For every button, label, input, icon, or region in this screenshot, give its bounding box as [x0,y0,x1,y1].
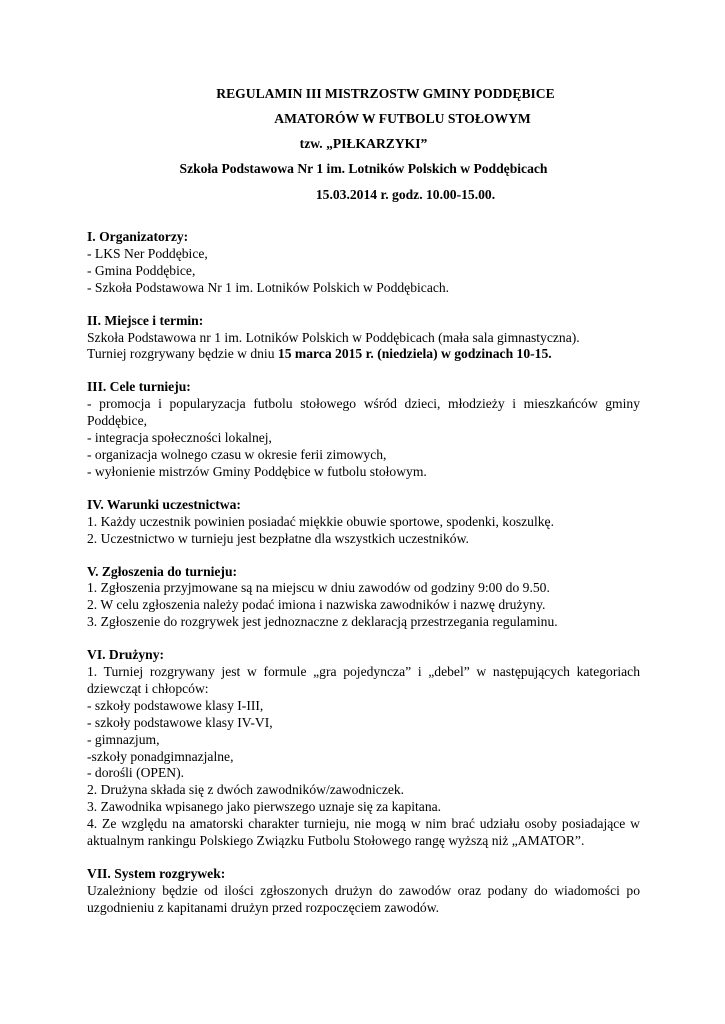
category-item: - szkoły podstawowe klasy I-III, [87,697,264,713]
document-title: REGULAMIN III MISTRZOSTW GMINY PODDĘBICE [216,86,555,101]
list-item: 3. Zawodnika wpisanego jako pierwszego uznaje się za kapitana. [87,799,442,815]
section-title: II. Miejsce i termin: [87,312,204,328]
list-item: - wyłonienie mistrzów Gminy Poddębice w futbolu stołowym. [87,463,427,479]
section-title: VII. System rozgrywek: [87,866,226,881]
document-nickname: tzw. „PIŁKARZYKI” [299,136,428,151]
date-text-bold: 15 marca 2015 r. (niedziela) w godzinach 10-15. [277,346,552,362]
list-item: 4. Ze względu na amatorski charakter turnieju, nie mogą w nim brać udziału osoby posiadające w aktualnym rankingu Polskiego Związku Futbolu Stołowego rangę wyższą niż „AMATOR”. [87,816,640,849]
category-item: - gimnazjum, [87,731,160,747]
category-item: - szkoły podstawowe klasy IV-VI, [87,714,273,730]
section-title: VI. Drużyny: [87,647,165,663]
section-title: I. Organizatorzy: [87,229,189,244]
section-teams [87,647,640,850]
list-item: 1. Każdy uczestnik powinien posiadać miękkie obuwie sportowe, spodenki, koszulkę. [87,513,554,529]
list-item: - integracja społeczności lokalnej, [87,430,272,446]
section-registration [87,564,640,632]
section-title: IV. Warunki uczestnictwa: [87,496,241,512]
section-organizers [87,229,640,297]
category-item: - dorośli (OPEN). [87,765,185,781]
paragraph: Uzależniony będzie od ilości zgłoszonych drużyn do zawodów oraz podany do wiadomości po uzgodnieniu z kapitanami drużyn przed rozpoczęciem zawodów. [87,882,640,915]
list-item: - Gmina Poddębice, [87,262,196,278]
list-item: - LKS Ner Poddębice, [87,245,208,261]
list-item: 2. W celu zgłoszenia należy podać imiona i nazwiska zawodników i nazwę drużyny. [87,597,546,613]
section-title: III. Cele turnieju: [87,379,191,395]
list-item: - organizacja wolnego czasu w okresie ferii zimowych, [87,446,387,462]
list-item: 2. Drużyna składa się z dwóch zawodników/zawodniczek. [87,782,405,798]
section-title: V. Zgłoszenia do turnieju: [87,563,238,579]
section-conditions [87,497,640,548]
document-date: 15.03.2014 r. godz. 10.00-15.00. [315,187,496,202]
list-item: 1. Zgłoszenia przyjmowane są na miejscu w dniu zawodów od godziny 9:00 do 9.50. [87,580,550,596]
section-place-and-date [87,313,640,364]
document-subtitle: AMATORÓW W FUTBOLU STOŁOWYM [274,111,531,126]
date-text [87,346,640,363]
document-venue: Szkoła Podstawowa Nr 1 im. Lotników Polskich w Poddębicach [179,161,548,176]
list-item: - Szkoła Podstawowa Nr 1 im. Lotników Polskich w Poddębicach. [87,279,450,295]
section-goals [87,379,640,480]
list-item: 2. Uczestnictwo w turnieju jest bezpłatne dla wszystkich uczestników. [87,530,469,546]
category-item: -szkoły ponadgimnazjalne, [87,748,234,764]
document-body [87,229,640,933]
venue-text: Szkoła Podstawowa nr 1 im. Lotników Polskich w Poddębicach (mała sala gimnastyczna). [87,329,580,345]
list-item: 3. Zgłoszenie do rozgrywek jest jednoznaczne z deklaracją przestrzegania regulaminu. [87,614,558,630]
date-text-prefix: Turniej rozgrywany będzie w dniu [87,346,278,362]
list-item: 1. Turniej rozgrywany jest w formule „gra pojedyncza” i „debel” w następujących kategoriach dziewcząt i chłopców: [87,664,640,696]
list-item: - promocja i popularyzacja futbolu stołowego wśród dzieci, młodzieży i mieszkańców gminy Poddębice, [87,396,640,429]
section-competition-system [87,866,640,917]
